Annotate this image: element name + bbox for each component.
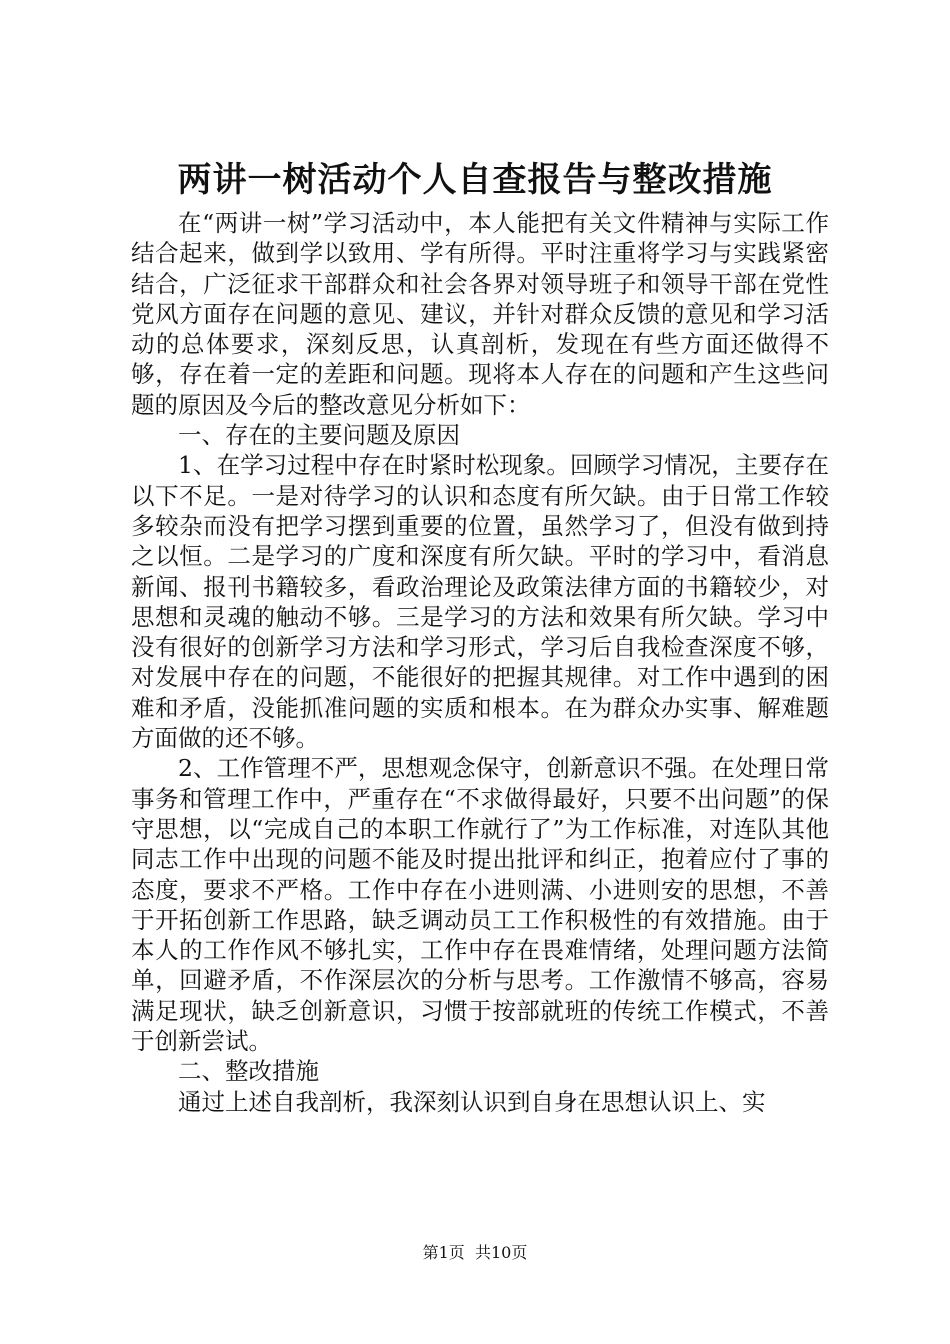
page-title: 两讲一树活动个人自查报告与整改措施	[177, 160, 773, 200]
section-heading-problems: 一、存在的主要问题及原因	[178, 421, 460, 450]
page-footer	[0, 1242, 950, 1264]
section-heading-measures: 二、整改措施	[178, 1057, 319, 1086]
intro-paragraph: 在“两讲一树”学习活动中，本人能把有关文件精神与实际工作结合起来，做到学以致用、学有所得。平时注重将学习与实践紧密结合，广泛征求干部群众和社会各界对领导班子和领导干部在党性党风方面存在问题的意见、建议，并针对群众反馈的意见和学习活动的总体要求，深刻反思，认真剖析，发现在有些方面还做得不够，存在着一定的差距和问题。现将本人存在的问题和产生这些问题的原因及今后的整改意见分析如下：	[131, 209, 829, 419]
document-body	[131, 208, 829, 1117]
page-number: 第1页	[422, 1243, 465, 1262]
problem-item-1-paragraph: 1、在学习过程中存在时紧时松现象。回顾学习情况，主要存在以下不足。一是对待学习的认识和态度有所欠缺。由于日常工作较多较杂而没有把学习摆到重要的位置，虽然学习了，但没有做到持之以恒。二是学习的广度和深度有所欠缺。平时的学习中，看消息新闻、报刊书籍较多，看政治理论及政策法律方面的书籍较少，对思想和灵魂的触动不够。三是学习的方法和效果有所欠缺。学习中没有很好的创新学习方法和学习形式，学习后自我检查深度不够，对发展中存在的问题，不能很好的把握其规律。对工作中遇到的困难和矛盾，没能抓准问题的实质和根本。在为群众办实事、解难题方面做的还不够。	[131, 451, 829, 753]
page-total: 共10页	[474, 1243, 528, 1262]
problem-item-2-paragraph: 2、工作管理不严，思想观念保守，创新意识不强。在处理日常事务和管理工作中，严重存在“不求做得最好，只要不出问题”的保守思想，以“完成自己的本职工作就行了”为工作标准，对连队其他同志工作中出现的问题不能及时提出批评和纠正，抱着应付了事的态度，要求不严格。工作中存在小进则满、小进则安的思想，不善于开拓创新工作思路，缺乏调动员工工作积极性的有效措施。由于本人的工作作风不够扎实，工作中存在畏难情绪，处理问题方法简单，回避矛盾，不作深层次的分析与思考。工作激情不够高，容易满足现状，缺乏创新意识，习惯于按部就班的传统工作模式，不善于创新尝试。	[131, 754, 829, 1056]
measures-paragraph: 通过上述自我剖析，我深刻认识到自身在思想认识上、实	[178, 1087, 766, 1116]
